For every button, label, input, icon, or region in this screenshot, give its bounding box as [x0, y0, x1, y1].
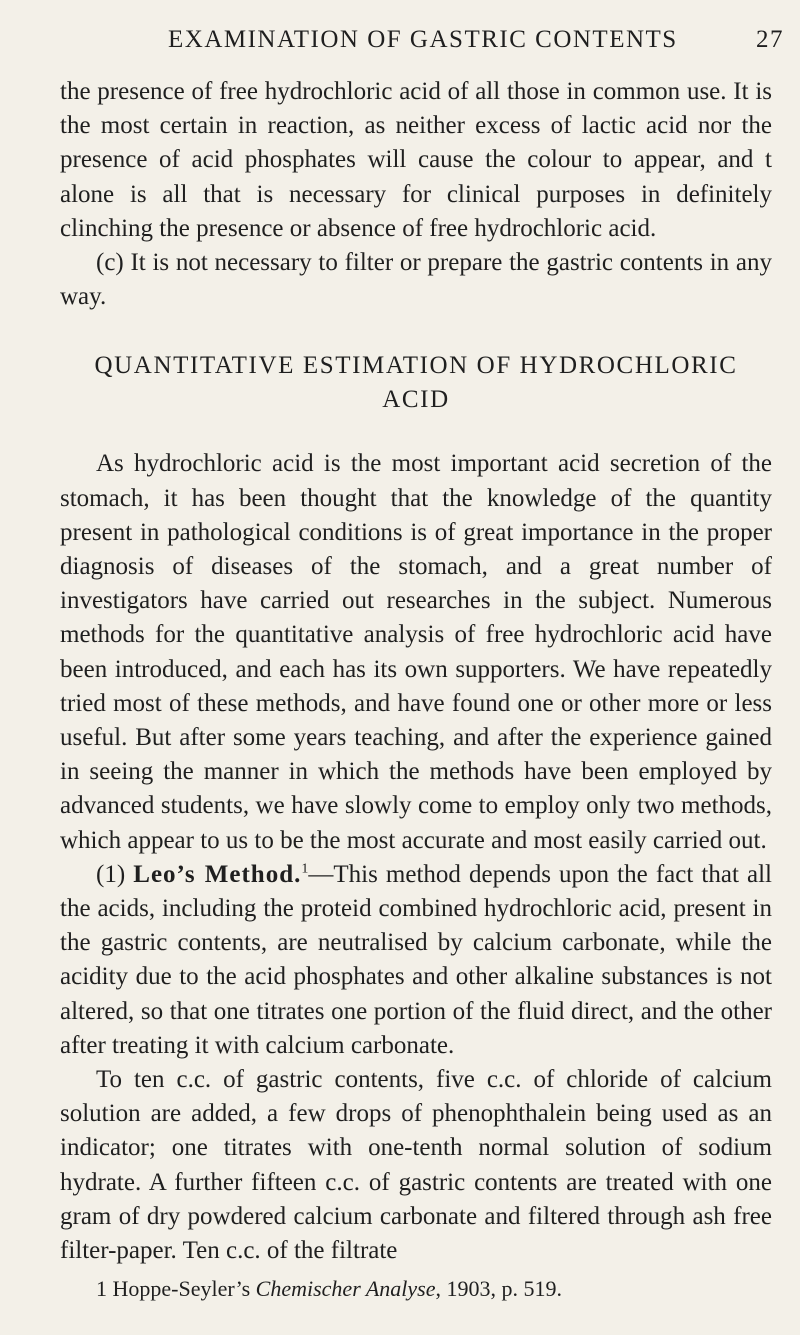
footnote [60, 1274, 772, 1304]
paragraph-procedure: To ten c.c. of gastric contents, five c.c. of chloride of calcium solution are added, a few drops of phenophthalein being used as an indicator; one titrates with one-tenth normal solution of sodium hydrate. A further fifteen c.c. of gastric contents are treated with one gram of dry powdered calcium carbonate and filtered through ash free filter-paper. Ten c.c. of the filtrate [60, 1066, 772, 1265]
footnote-marker: 1 [96, 1276, 107, 1302]
footnote-author: Hoppe-Seyler’s [112, 1276, 251, 1302]
paragraph-intro: As hydrochloric acid is the most important acid secretion of the stomach, it has been thought that the knowledge of the quantity present in pathological conditions is of great importance in the proper diagnosis of diseases of the stomach, and a great number of investigators have carried out researches in the subject. Numerous methods for the quantitative analysis of free hydrochloric acid have been introduced, and each has its own supporters. We have repeatedly tried most of these methods, and have found one or other more or less useful. But after some years teaching, and after the experience gained in seeing the manner in which the methods have been employed by advanced students, we have slowly come to employ only two methods, which appear to us to be the most accurate and most easily carried out. [60, 450, 772, 854]
footnote-work: Chemischer Analyse [255, 1276, 436, 1302]
running-head [168, 24, 784, 56]
method-name: Leo’s Method. [133, 860, 302, 888]
paragraph-continuation: the presence of free hydrochloric acid of all those in common use. It is the most certain in reaction, as neither excess of lactic acid nor the presence of acid phosphates will cause the colour to appear, and t alone is all that is necessary for clinical purposes in definitely clinching the presence or absence of free hydrochloric acid. [60, 78, 772, 242]
footnote-reference: 1 [301, 861, 309, 877]
body-text [60, 75, 772, 1304]
running-head-title: EXAMINATION OF GASTRIC CONTENTS [168, 26, 678, 53]
footnote-details: , 1903, p. 519. [435, 1276, 563, 1302]
paragraph-leo-method [60, 858, 772, 1063]
method-description: —This method depends upon the fact that all the acids, including the proteid combined hydrochloric acid, present in the gastric contents, are neutralised by calcium carbonate, while the acidity due to the acid phosphates and other alkaline substances is not altered, so that one titrates one portion of the fluid direct, and the other after treating it with calcium carbonate. [60, 860, 772, 1059]
method-number: (1) [96, 860, 134, 888]
page-number: 27 [756, 26, 784, 53]
section-heading: QUANTITATIVE ESTIMATION OF HYDROCHLORIC ACID [94, 352, 738, 414]
paragraph-point-c: (c) It is not necessary to filter or prepare the gastric contents in any way. [60, 249, 772, 311]
